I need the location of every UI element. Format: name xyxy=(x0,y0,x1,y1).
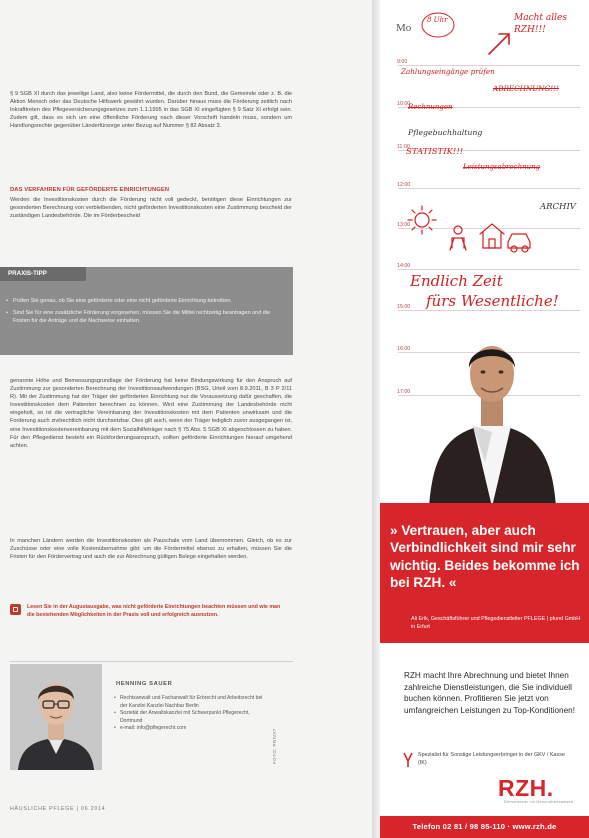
agenda-time: 17:00 xyxy=(397,389,411,395)
author-box xyxy=(10,664,293,772)
practice-tip-list xyxy=(6,297,284,329)
slogan-line-1: Endlich Zeit xyxy=(410,272,503,290)
article-paragraph: genannte Höhe und Bemessungsgrundlage der Förderung hat keine Bindungswirkung für den Anspruch auf Zustimmung zur gesonderten Berechnung der Investitionsaufwendungen (BSG, Urteil vom 8.9.2011, B 3 P 2/11 R). Mit der Zustimmung hat der Träger der geförderten Einrichtung nur die Voraussetzung dafür geschaffen, die Investitionskosten dem Patienten berechnen zu können. Wird eine Zustimmung der Landesbehörde nicht eingeholt, so ist die vertragliche Vereinbarung der Investitionskosten mit dem Patienten unwirksam und die Forderung auch zivilrechtlich nicht durchsetzbar. Dies gilt auch, wenn der Träger lediglich zuvor ausgegangen ist, eine Investitionskostenvereinbarung mit dem Sozialhilfeträger nach § 75 Abs. 5 SGB XI abgeschlossen zu haben. Für den Pflegedienst besteht ein Rückforderungsanspruch, sollten geförderte Einrichtungen hierauf umgehend achten. xyxy=(10,378,292,449)
slogan-line-2: fürs Wesentliche! xyxy=(426,292,559,310)
handwritten-note: Zahlungseingänge prüfen xyxy=(401,67,495,76)
seal-text: Spezialist für Sonstige Leistungserbringer in der GKV / Kasse (IK) xyxy=(418,752,565,766)
handwritten-note: Pflegebuchhaltung xyxy=(408,128,483,137)
handwritten-note: Leistungsabrechnung xyxy=(463,163,541,171)
preview-note-text: Lesen Sie in der Augustausgabe, was nicht geförderte Einrichtungen beachten müssen und wie man die bestehenden Möglichkeiten in der Praxis voll und erfolgreich ausnutzen. xyxy=(27,604,281,619)
page-footer: HÄUSLICHE PFLEGE | 06 2014 xyxy=(10,806,106,812)
author-photo xyxy=(10,664,102,770)
agenda-day: Mo xyxy=(396,22,412,34)
testimonial-quote-box xyxy=(380,503,589,643)
handwritten-note: ABRECHNUNG!!! xyxy=(493,84,559,93)
ad-copy: RZH macht Ihre Abrechnung und bietet Ihnen zahlreiche Dienstleistungen, die Sie individuell buchen können. Profitieren Sie jetzt von umfangreichen Leistungen zu Top-Konditionen! xyxy=(404,671,575,715)
article-paragraph: In manchen Ländern werden die Investitionskosten als Pauschale vom Land übernommen. Gleich, ob es zur Zuschüsse oder eine volle Kostenübernahme gibt: um die Fördermittel ebenso zu erhalten, müssen Sie die Fristen für den Fördervertrag und auch die zur Abrechnung gültigen Belege eingehalten werden. xyxy=(10,538,292,561)
rzh-logo: RZH. xyxy=(498,775,554,801)
author-bio-item: • Rechtsanwalt und Fachanwalt für Erbrecht und Arbeitsrecht bei der Kanzlei Kanzlei Nachbar Berlin xyxy=(114,695,264,710)
circled-note: 8 Uhr xyxy=(427,16,448,24)
agenda-time: 9:00 xyxy=(397,59,408,65)
divider xyxy=(10,661,293,662)
author-bio-item: • e-mail: info@pflegerecht.com xyxy=(114,725,264,733)
testimonial-photo xyxy=(425,312,560,507)
agenda-line xyxy=(398,188,580,189)
agenda-time: 10:00 xyxy=(397,101,411,107)
agenda-line xyxy=(398,269,580,270)
agenda-time: 16:00 xyxy=(397,346,411,352)
contact-phone-web: Telefon 02 81 / 98 85-110 · www.rzh.de xyxy=(412,822,557,831)
agenda-time: 12:00 xyxy=(397,182,411,188)
page-gutter xyxy=(372,0,380,838)
agenda-time: 13:00 xyxy=(397,222,411,228)
handwritten-note: Rechnungen xyxy=(408,103,453,111)
doodle-icons xyxy=(400,190,550,265)
tip-item: • Sind Sie für eine zusätzliche Förderung vorgesehen, müssen Sie die Mittel rechtzeitig beantragen und die Fristen für die Anträge und die Nachweise einhalten. xyxy=(6,309,284,326)
practice-tip-title: PRAXIS-TIPP xyxy=(0,267,86,281)
handwritten-headline: Macht alles RZH!!! xyxy=(514,13,567,35)
article-paragraph: § 9 SGB XI durch das jeweilige Land, also keine Fördermittel, die durch den Bund, die Gemeinde oder z. B. die Aktion Mensch oder das Deutsche Hilfswerk gewährt wurden. Darüber hinaus muss die Förderung zeitlich nach Inkrafttreten des Pflegeversicherungsgesetzes zum 1.1.1995 in das SGB XI eingefügten § 9 Satz XI erfolgt sein. Zudem gilt, dass es sich um eine öffentliche Förderung nach dieser Vorschrift handeln muss, sondern um Handlungsrechte gegenüber Länderfürsorge unter Bezug auf Nummer § 82 Absatz 3. xyxy=(10,91,292,130)
handwritten-note: ARCHIV xyxy=(540,202,576,212)
testimonial-author: Ali Erik, Geschäftsführer und Pflegedienstleiter PFLEGE | pfund GmbH in Erfurt xyxy=(411,616,581,631)
section-heading: DAS VERFAHREN FÜR GEFÖRDERTE EINRICHTUNGEN xyxy=(10,187,170,193)
article-paragraph: Werden die Investitionskosten durch die Förderung nicht voll gedeckt, benötigen diese Einrichtungen zur gesonderten Berechnung von verbleibenden, nicht geförderten Investitionskosten eine Zustimmung bescheid der zuständigen Landesbehörde. Die im Förderbescheid xyxy=(10,197,292,220)
quality-seal-icon xyxy=(402,752,414,768)
testimonial-quote: » Vertrauen, aber auch Verbindlichkeit sind mir sehr wichtig. Beides bekomme ich bei RZH. « xyxy=(390,523,580,590)
rzh-logo-tagline: Dienstleister im Gesundheitswesen xyxy=(504,800,574,804)
agenda-time: 15:00 xyxy=(397,304,411,310)
author-name: HENNING SAUER xyxy=(116,681,173,687)
handwritten-note: STATISTIK!!! xyxy=(406,147,464,157)
agenda-line xyxy=(398,310,580,311)
agenda-time: 11:00 xyxy=(397,144,410,150)
rzh-advertisement xyxy=(380,0,589,838)
agenda-line xyxy=(398,65,580,66)
contact-bar xyxy=(380,816,589,838)
author-bio xyxy=(114,695,264,733)
agenda-time: 14:00 xyxy=(397,263,411,269)
document-icon xyxy=(10,604,21,615)
author-bio-item: • Sozietät der Anwaltskanzlei mit Schwerpunkt Pflegerecht, Dortmund xyxy=(114,710,264,725)
practice-tip-box xyxy=(0,267,293,355)
tip-item: • Prüfen Sie genau, ob Sie eine geförderte oder eine nicht geförderte Einrichtung betreiben. xyxy=(6,297,284,306)
arrow-icon xyxy=(485,28,515,58)
scribble-circle-icon xyxy=(420,10,456,40)
photo-credit: FOTO: PRIVAT xyxy=(272,728,277,764)
